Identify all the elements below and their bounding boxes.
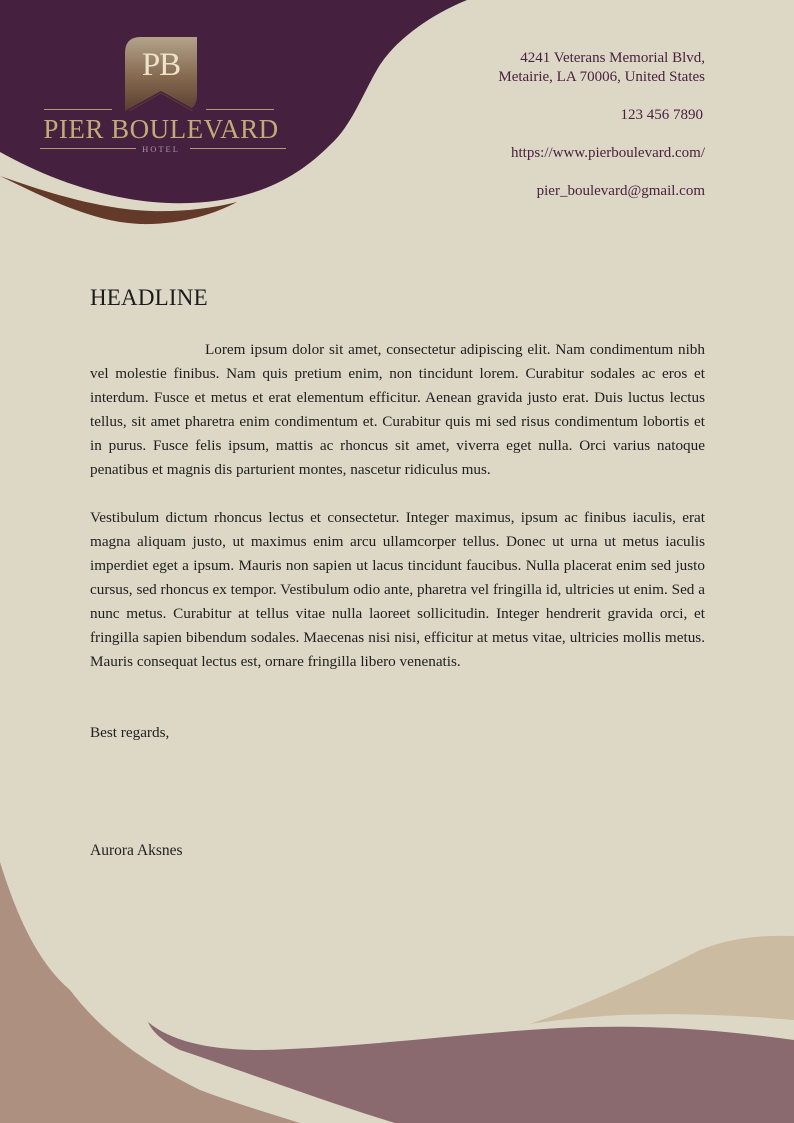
logo-subtitle: HOTEL [142,144,180,154]
body-paragraph-1: Lorem ipsum dolor sit amet, consectetur adipiscing elit. Nam condimentum nibh vel molestie finibus. Nam quis pretium enim, non tincidunt lorem. Curabitur sodales ac eros et interdum. Fusce et metus et erat elementum efficitur. Aenean gravida justo erat. Duis luctus lectus tellus, sit amet pharetra enim condimentum et. Curabitur quis mi sed risus condimentum lobortis et in purus. Fusce felis ipsum, mattis ac rhoncus sit amet, viverra eget nulla. Orci varius natoque penatibus et magnis dis parturient montes, nascetur ridiculus mus. [90,341,705,478]
letter-signature: Aurora Aksnes [90,842,183,859]
website-link[interactable]: https://www.pierboulevard.com/ [511,145,705,161]
logo-initials: PB [141,47,181,83]
letter-headline: HEADLINE [90,285,208,310]
email-link[interactable]: pier_boulevard@gmail.com [536,183,705,199]
logo-hotel-name: PIER BOULEVARD [43,114,279,144]
letter-closing: Best regards, [90,724,170,741]
contact-block [498,49,705,201]
logo-rule-top-right [206,109,274,110]
phone-number: 123 456 7890 [620,107,703,123]
address-line-1: 4241 Veterans Memorial Blvd, [520,50,705,66]
logo-rule-top-left [44,109,112,110]
address-line-2: Metairie, LA 70006, United States [498,69,705,85]
hotel-logo [36,34,286,164]
body-paragraph-2: Vestibulum dictum rhoncus lectus et consectetur. Integer maximus, ipsum ac finibus iaculis, erat magna aliquam justo, ut maximus enim arcu ullamcorper tellus. Donec ut urna ut metus iaculis imperdiet eget a ipsum. Mauris non sapien ut lacus tincidunt faucibus. Nulla placerat enim sed justo cursus, sed rhoncus ex tempor. Vestibulum odio ante, pharetra vel fringilla id, ultricies ut enim. Sed a nunc metus. Curabitur at tellus vitae nulla laoreet sollicitudin. Integer hendrerit gravida orci, et fringilla sapien bibendum sodales. Maecenas nisi nisi, efficitur at metus vitae, ultricies mollis metus. Mauris consequat lectus est, ornare fringilla libero venenatis. [90,509,705,670]
footer-tan-shape [0,862,300,1123]
letter-body [90,338,705,698]
footer-beige-shape [530,936,794,1024]
